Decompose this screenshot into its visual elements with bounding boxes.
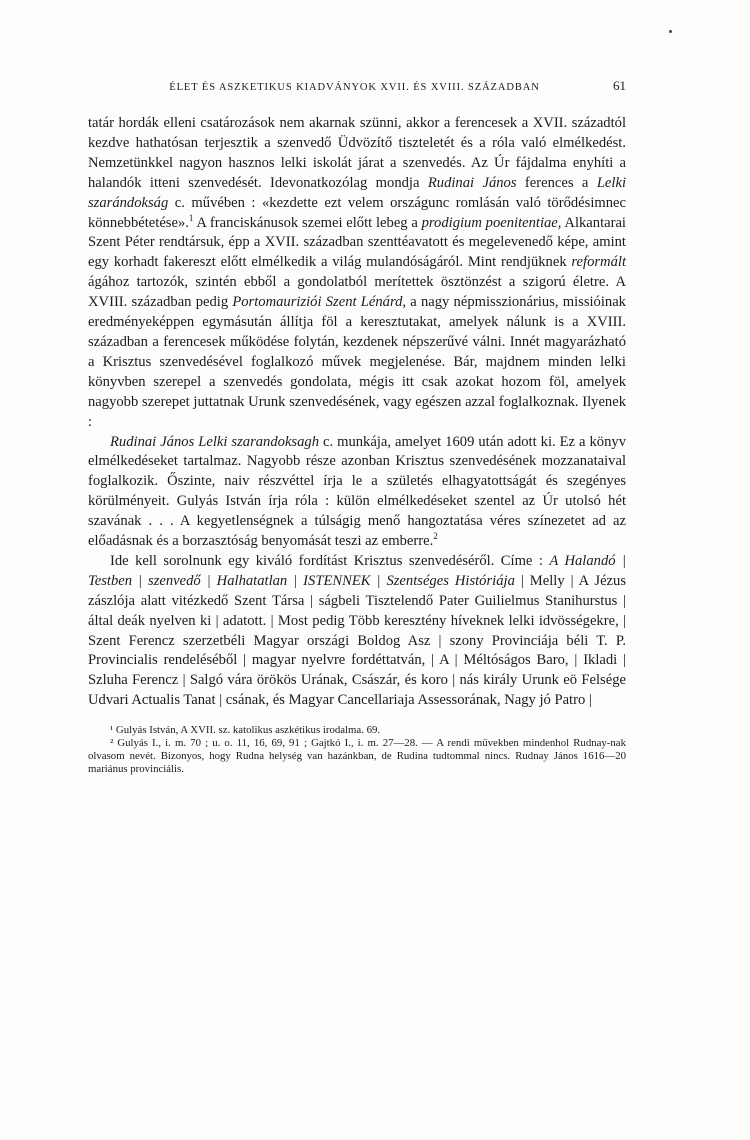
text-run: a nagy népmisszionárius, missióinak eredményeképpen egymásután állítja föl a keresztutakat, amelyek nálunk is a XVIII. században a ferencesek működése folytán, kezdenek népszerűvé válni. Innét magyarázható a Krisztus szenvedésével foglalkozó művek megjelenése. Bár, majdnem minden lelki könyvben szerepel a szenvedés gondolata, mégis itt csak azokat hozom föl, amelyek nagyobb szerepet juttatnak Urunk szenvedésének, vagy egészen azzal foglalkoznak. Ilyenek : — [88, 294, 626, 430]
running-header — [88, 78, 626, 94]
text-run: | Melly | A Jézus zászlója alatt vitézkedő Szent Társa | ságbeli Tisztelendő Pater Guilielmus Stanihurstus | által deák nyelven ki | adatott. | Most pedig Több keresztény híveknek lelki idvösségekre, | Szent Ferencz szerzetbéli Magyar országi Boldog Asz | szony Provinciája béli T. P. Provincialis rendeléséből | magyar nyelvre fordéttatván, | A | Méltóságos Baro, | Ikladi | Szluha Ferencz | Salgó vára örökös Urának, Császár, és koro | nás király Urunk eö Felsége Udvari Actualis Tanat | csának, és Magyar Cancellariaja Assessorának, Nagy jó Patro | — [88, 572, 627, 709]
footnote-1: ¹ Gulyás István, A XVII. sz. katolikus aszkétikus irodalma. 69. — [110, 724, 381, 737]
text-run: ferences a — [516, 174, 597, 191]
text-run: tatár hordák elleni csatározások nem akarnak szünni, akkor a ferencesek a XVII. századtól kezdve hathatósan terjesztik a szenvedő Üdvözítő tiszteletét és a róla való elmélkedést. Nemzetünkkel nagyon hasznos lelki iskolát járat a szenvedés. Az Úr fájdalma enyhíti a halandók itteni szenvedését. Idevonatkozólag mondja — [88, 115, 626, 191]
text-run: c. művében : «kezdette ezt velem országunc romlásán való törődésimnec könnebbétetése». — [88, 194, 626, 231]
body-text — [88, 114, 626, 711]
paragraph-2 — [88, 433, 626, 552]
text-run: Alkantarai Szent Péter rendtársuk, épp a XVII. században szenttéavatott és megelevenedő képe, amint egy korhadt fakereszt előtt elmélkedik a világ mulandóságáról. Mint rendjüknek — [88, 214, 626, 271]
italic-run: Rudinai János Lelki szarandoksagh — [110, 433, 319, 450]
footnote-ref: 2 — [433, 531, 438, 542]
footnote-ref: 1 — [188, 212, 194, 223]
running-title: ÉLET ÉS ASZKETIKUS KIADVÁNYOK XVII. ÉS XVIII. SZÁZADBAN — [169, 82, 540, 93]
margin-dot — [669, 30, 672, 33]
italic-run: Rudinai János — [427, 174, 517, 191]
text-run: c. munkája, amelyet 1609 után adott ki. Ez a könyv elmélkedéseket tartalmaz. Nagyobb része azonban Krisztus szenvedésének mozzanataival foglalkozik. Őszinte, naiv részvéttel írja le a születés elhagyatottságát és szegényes körülményeit. Gulyás István írja róla : külön elmélkedéseket szentel az Úr utolsó hét szavának . . . A kegyetlenségnek a túlságig menő hangoztatása véres színezetet ad az előadásnak és a borzasztóság benyomását teszi az emberre. — [88, 433, 626, 550]
text-run: Ide kell sorolnunk egy kiváló fordítást Krisztus szenvedéséről. Címe : — [110, 552, 550, 569]
text-run: ágához tartozók, szintén ebből a gondolatból merítettek ösztönzést a szigorú életre. A XVIII. században pedig — [88, 274, 626, 311]
italic-run: Portomauriziói Szent Lénárd, — [232, 294, 407, 311]
text-run: A franciskánusok szemei előtt lebeg a — [193, 214, 422, 231]
footnotes — [88, 724, 626, 776]
book-page — [88, 78, 626, 776]
italic-run: A Halandó | Testben | szenvedő | Halhatatlan | ISTENNEK | Szentséges Históriája — [88, 552, 626, 589]
footnote-2: ² Gulyás I., i. m. 70 ; u. o. 11, 16, 69, 91 ; Gajtkó I., i. m. 27—28. — A rendi művekben mindenhol Rudnay-nak olvasom nevét. Bizonyos, hogy Rudna helység van hazánkban, de Rudina tudtommal nincs. Rudnay János 1616—20 mariánus provinciális. — [88, 737, 626, 776]
italic-run: Lelki szarándokság — [88, 174, 626, 211]
paragraph-3 — [88, 552, 626, 711]
italic-run: prodigium poenitentiae, — [421, 214, 562, 231]
italic-run: reformált — [571, 254, 626, 271]
paragraph-1 — [88, 114, 626, 433]
page-number: 61 — [613, 78, 626, 93]
